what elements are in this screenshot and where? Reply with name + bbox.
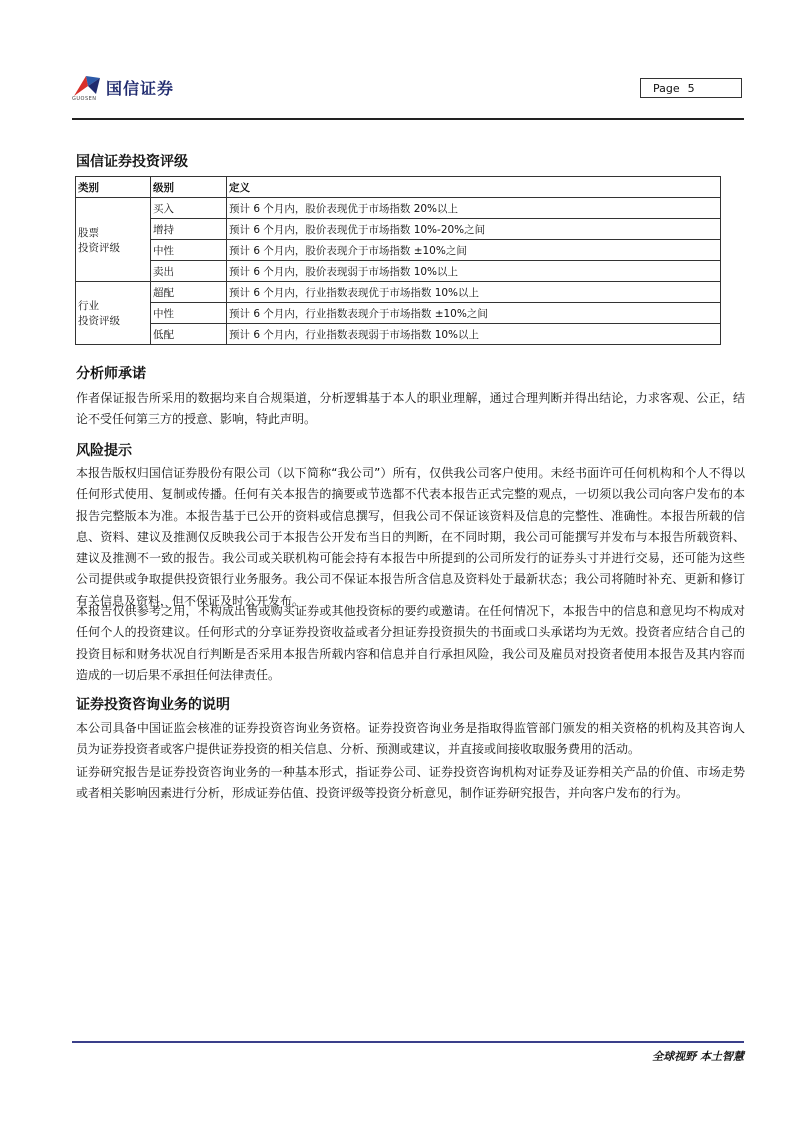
table-row (76, 324, 721, 345)
rating-level: 增持 (151, 219, 227, 240)
header-divider (72, 118, 744, 120)
page-label: Page (653, 82, 680, 95)
rating-level: 低配 (151, 324, 227, 345)
consult-paragraph-2: 证券研究报告是证券投资咨询业务的一种基本形式，指证券公司、证券投资咨询机构对证券及证券相关产品的价值、市场走势或者相关影响因素进行分析，形成证券估值、投资评级等投资分析意见，制作证券研究报告，并向客户发布的行为。 (76, 765, 745, 801)
rating-definition: 预计 6 个月内，行业指数表现介于市场指数 ±10%之间 (227, 303, 721, 324)
rating-definition: 预计 6 个月内，股价表现弱于市场指数 10%以上 (227, 261, 721, 282)
stock-rating-category: 股票 投资评级 (76, 198, 151, 282)
rating-definition: 预计 6 个月内，行业指数表现弱于市场指数 10%以上 (227, 324, 721, 345)
rating-table-header (76, 177, 721, 198)
analyst-section-title: 分析师承诺 (76, 366, 146, 382)
guosen-logo-icon (72, 72, 102, 98)
company-logo (72, 70, 192, 104)
header-category: 类别 (76, 177, 151, 198)
header-level: 级别 (151, 177, 227, 198)
rating-level: 买入 (151, 198, 227, 219)
logo-text: 国信证券 (106, 79, 175, 98)
table-row (76, 198, 721, 219)
risk-section-title: 风险提示 (76, 443, 132, 459)
rating-level: 中性 (151, 303, 227, 324)
table-row (76, 219, 721, 240)
rating-table (75, 176, 721, 345)
rating-definition: 预计 6 个月内，股价表现优于市场指数 20%以上 (227, 198, 721, 219)
rating-level: 中性 (151, 240, 227, 261)
table-row (76, 282, 721, 303)
page-number: 5 (687, 82, 695, 95)
header-definition: 定义 (227, 177, 721, 198)
consult-paragraph-1: 本公司具备中国证监会核准的证券投资咨询业务资格。证券投资咨询业务是指取得监管部门颁发的相关资格的机构及其咨询人员为证券投资者或客户提供证券投资的相关信息、分析、预测或建议，并直接或间接收取服务费用的活动。 (76, 721, 745, 757)
rating-definition: 预计 6 个月内，股价表现优于市场指数 10%-20%之间 (227, 219, 721, 240)
page-number-box (640, 78, 742, 98)
rating-level: 卖出 (151, 261, 227, 282)
rating-definition: 预计 6 个月内，股价表现介于市场指数 ±10%之间 (227, 240, 721, 261)
table-row (76, 240, 721, 261)
risk-paragraph-1: 本报告版权归国信证券股份有限公司（以下简称“我公司”）所有，仅供我公司客户使用。未经书面许可任何机构和个人不得以任何形式使用、复制或传播。任何有关本报告的摘要或节选都不代表本报告正式完整的观点，一切须以我公司向客户发布的本报告完整版本为准。本报告基于已公开的资料或信息撰写，但我公司不保证该资料及信息的完整性、准确性。本报告所载的信息、资料、建议及推测仅反映我公司于本报告公开发布当日的判断，在不同时期，我公司可能撰写并发布与本报告所载资料、建议及推测不一致的报告。我公司或关联机构可能会持有本报告中所提到的公司所发行的证券头寸并进行交易，还可能为这些公司提供或争取提供投资银行业务服务。我公司不保证本报告所含信息及资料处于最新状态；我公司将随时补充、更新和修订有关信息及资料，但不保证及时公开发布。 (76, 466, 745, 608)
footer-divider (72, 1041, 744, 1043)
risk-paragraph-2: 本报告仅供参考之用，不构成出售或购买证券或其他投资标的要约或邀请。在任何情况下，本报告中的信息和意见均不构成对任何个人的投资建议。任何形式的分享证券投资收益或者分担证券投资损失的书面或口头承诺均为无效。投资者应结合自己的投资目标和财务状况自行判断是否采用本报告所载内容和信息并自行承担风险，我公司及雇员对投资者使用本报告及其内容而造成的一切后果不承担任何法律责任。 (76, 604, 745, 682)
consult-section-title: 证券投资咨询业务的说明 (76, 697, 230, 713)
analyst-statement: 作者保证报告所采用的数据均来自合规渠道，分析逻辑基于本人的职业理解，通过合理判断并得出结论，力求客观、公正，结论不受任何第三方的授意、影响，特此声明。 (76, 391, 745, 427)
logo-english-text: GUOSEN (72, 96, 97, 102)
rating-level: 超配 (151, 282, 227, 303)
table-row (76, 303, 721, 324)
footer-slogan: 全球视野 本土智慧 (652, 1050, 744, 1063)
rating-section-title: 国信证券投资评级 (76, 154, 188, 170)
rating-definition: 预计 6 个月内，行业指数表现优于市场指数 10%以上 (227, 282, 721, 303)
industry-rating-category: 行业 投资评级 (76, 282, 151, 345)
table-row (76, 261, 721, 282)
